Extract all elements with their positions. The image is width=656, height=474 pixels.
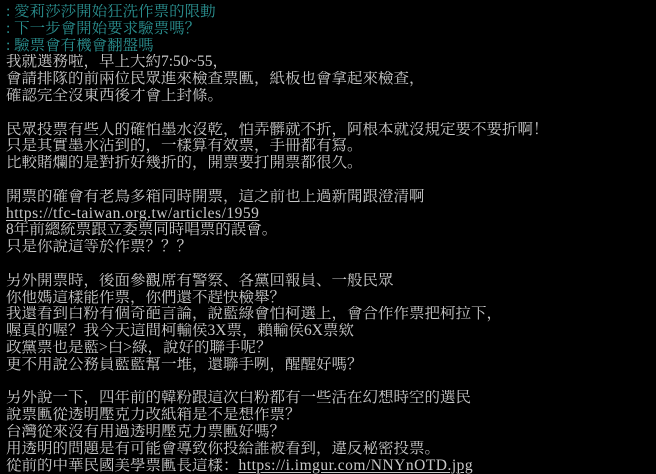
post-line — [6, 239, 656, 256]
post-text: 說票匭從透明壓克力改紙箱是不是想作票？ — [6, 407, 301, 424]
post-text: 8年前總統票跟立委票同時唱票的誤會。 — [6, 222, 278, 239]
post-line — [6, 273, 656, 290]
post-text: 台灣從來沒有用過透明壓克力票匭好嗎？ — [6, 423, 286, 440]
post-text: 更不用說公務員藍藍幫一堆，還聯手咧，醒醒好嗎？ — [6, 356, 363, 373]
post-body — [6, 4, 656, 474]
post-line — [6, 189, 656, 206]
post-line — [6, 357, 656, 374]
post-line — [6, 290, 656, 307]
post-line — [6, 323, 656, 340]
post-text: 確認完全沒東西後才會上封條。 — [6, 87, 224, 104]
post-line — [6, 122, 656, 139]
post-line — [6, 390, 656, 407]
post-line — [6, 54, 656, 71]
post-line — [6, 407, 656, 424]
post-line — [6, 306, 656, 323]
post-line — [6, 88, 656, 105]
post-text: 開票的確會有老鳥多箱同時開票，這之前也上過新聞跟澄清啊 — [6, 188, 425, 205]
quote-text: : 下一步會開始要求驗票嗎？ — [6, 20, 201, 37]
blank-line — [6, 256, 656, 273]
post-text: 只是你說這等於作票？？？ — [6, 239, 193, 256]
post-text: 另外開票時，後面參觀席有警察、各黨回報員、一般民眾 — [6, 272, 394, 289]
post-line — [6, 138, 656, 155]
quote-text: : 愛莉莎莎開始狂洗作票的限動 — [6, 4, 216, 20]
post-line — [6, 222, 656, 239]
post-text: 另外說一下，四年前的韓粉跟這次白粉都有一些活在幻想時空的選民 — [6, 390, 472, 407]
post-text: 喔真的喔？我今天這間柯輸侯3X票，賴輸侯6X票欸 — [6, 323, 354, 340]
post-line — [6, 340, 656, 357]
blank-line — [6, 172, 656, 189]
post-line — [6, 71, 656, 88]
blank-line — [6, 374, 656, 391]
post-line — [6, 441, 656, 458]
text-with-url-line — [6, 458, 656, 474]
imgur-url-link[interactable]: https://i.imgur.com/NNYnOTD.jpg — [238, 457, 474, 474]
post-text: 從前的中華民國美學票匭長這樣： — [6, 457, 239, 474]
post-text: 用透明的問題是有可能會導致你投給誰被看到，違反秘密投票。 — [6, 440, 441, 457]
quote-text: : 驗票會有機會翻盤嗎 — [6, 37, 154, 54]
post-text: 會請排隊的前兩位民眾進來檢查票匭，紙板也會拿起來檢查， — [6, 71, 425, 88]
post-text: 民眾投票有些人的確怕墨水沒乾，怕弄髒就不折，阿根本就沒規定要不要折啊！ — [6, 121, 549, 138]
post-text: 只是其實墨水沾到的，一樣算有效票，手冊都有寫。 — [6, 138, 363, 155]
quote-line — [6, 38, 656, 55]
article-url-link[interactable]: https://tfc-taiwan.org.tw/articles/1959 — [6, 205, 260, 222]
url-line — [6, 206, 656, 223]
quote-line — [6, 21, 656, 38]
blank-line — [6, 105, 656, 122]
post-text: 你他媽這樣能作票，你們還不趕快檢舉？ — [6, 289, 286, 306]
post-text: 比較賭爛的是對折好幾折的，開票要打開票都很久。 — [6, 155, 363, 172]
quote-line — [6, 4, 656, 21]
post-line — [6, 155, 656, 172]
post-text: 我就選務啦，早上大約7:50~55， — [6, 54, 228, 71]
post-text: 我還看到白粉有個奇葩言論，說藍綠會怕柯選上，會合作作票把柯拉下， — [6, 306, 503, 323]
post-line — [6, 424, 656, 441]
post-text: 政黨票也是藍>白>綠，說好的聯手呢？ — [6, 339, 272, 356]
